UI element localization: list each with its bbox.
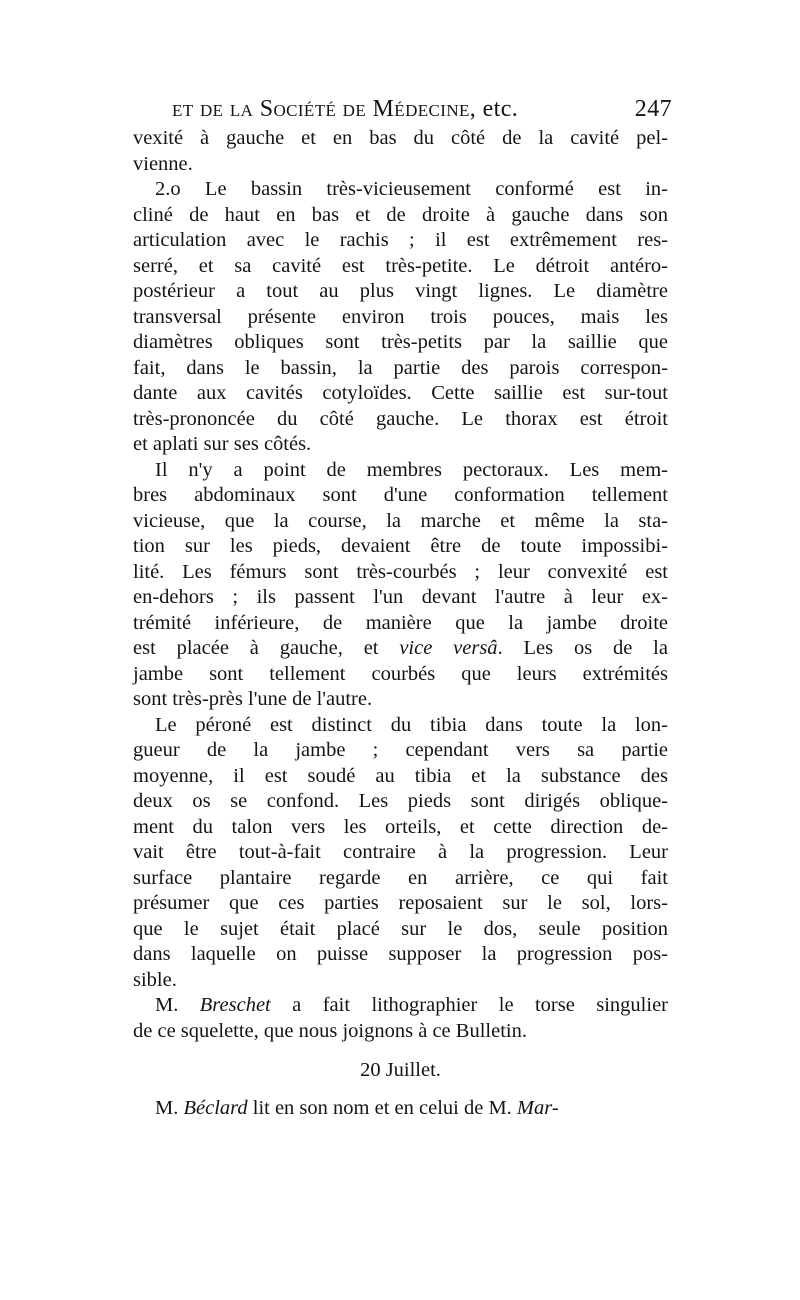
text-fragment: lit en son nom et en celui de M. [247, 1096, 517, 1119]
text-line: dante aux cavités cotyloïdes. Cette saillie est sur-tout [133, 382, 668, 404]
text-fragment: a fait lithographier le torse singulier [270, 994, 668, 1016]
text-line: Le péroné est distinct du tibia dans toute la lon- [155, 713, 668, 736]
text-line: vienne. [133, 152, 193, 175]
text-line: gueur de la jambe ; cependant vers sa partie [133, 739, 668, 761]
running-title-society: Société de Médecine [259, 96, 470, 122]
text-line: cliné de haut en bas et de droite à gauche dans son [133, 203, 668, 226]
text-line: vait être tout-à-fait contraire à la progression. Leur [133, 841, 668, 863]
text-line: sont très-près l'une de l'autre. [133, 688, 373, 710]
text-line: vexité à gauche et en bas du côté de la cavité pel- [133, 127, 668, 149]
body-text [133, 126, 668, 1121]
text-line: deux os se confond. Les pieds sont dirigés oblique- [133, 790, 668, 812]
text-fragment: M. [155, 1096, 184, 1119]
text-line: articulation avec le rachis ; il est extrêmement res- [133, 229, 668, 251]
text-line [133, 1096, 668, 1122]
text-line: postérieur a tout au plus vingt lignes. Le diamètre [133, 280, 668, 302]
text-line: jambe sont tellement courbés que leurs extrémités [133, 662, 668, 685]
text-line: lité. Les fémurs sont très-courbés ; leur convexité est [133, 560, 668, 583]
text-line [133, 993, 668, 1019]
text-line: ment du talon vers les orteils, et cette direction de- [133, 815, 668, 838]
text-line: que le sujet était placé sur le dos, seule position [133, 917, 668, 940]
running-header [172, 94, 672, 124]
italic-phrase: vice versâ [399, 637, 498, 659]
text-line: serré, et sa cavité est très-petite. Le détroit antéro- [133, 254, 668, 277]
italic-name: Béclard [183, 1096, 248, 1119]
text-fragment: est placée à gauche, et [133, 637, 400, 659]
text-fragment: M. [155, 994, 200, 1016]
text-line: tion sur les pieds, devaient être de toute impossibi- [133, 535, 668, 557]
text-line: fait, dans le bassin, la partie des parois correspon- [133, 356, 668, 379]
italic-name: Mar- [516, 1096, 559, 1119]
page-number: 247 [634, 96, 672, 122]
text-line: présumer que ces parties reposaient sur le sol, lors- [133, 892, 668, 914]
text-fragment: . Les os de la [497, 637, 668, 659]
text-line: 2.o Le bassin très-vicieusement conformé est in- [155, 178, 668, 200]
text-line: trémité inférieure, de manière que la jambe droite [133, 611, 668, 634]
text-line: bres abdominaux sont d'une conformation tellement [133, 484, 668, 506]
text-line: dans laquelle on puisse supposer la progression pos- [133, 943, 668, 965]
session-date [133, 1058, 668, 1084]
text-line: très-prononcée du côté gauche. Le thorax est étroit [133, 407, 668, 430]
italic-name: Breschet [199, 994, 271, 1016]
running-title-prefix: et de la [172, 96, 254, 122]
text-line: vicieuse, que la course, la marche et même la sta- [133, 509, 668, 532]
text-line: sible. [133, 968, 177, 991]
text-line: diamètres obliques sont très-petits par la saillie que [133, 331, 668, 353]
date-number: 20 Juillet. [360, 1059, 441, 1081]
text-line: surface plantaire regarde en arrière, ce qui fait [133, 866, 668, 889]
text-line: et aplati sur ses côtés. [133, 433, 312, 455]
text-line: Il n'y a point de membres pectoraux. Les mem- [155, 458, 668, 481]
text-line: de ce squelette, que nous joignons à ce Bulletin. [133, 1019, 527, 1042]
text-line: moyenne, il est soudé au tibia et la substance des [133, 764, 668, 787]
text-line: transversal présente environ trois pouces, mais les [133, 305, 668, 328]
running-title-suffix: , etc. [469, 96, 519, 122]
text-line [133, 636, 668, 662]
text-line: en-dehors ; ils passent l'un devant l'autre à leur ex- [133, 586, 668, 608]
